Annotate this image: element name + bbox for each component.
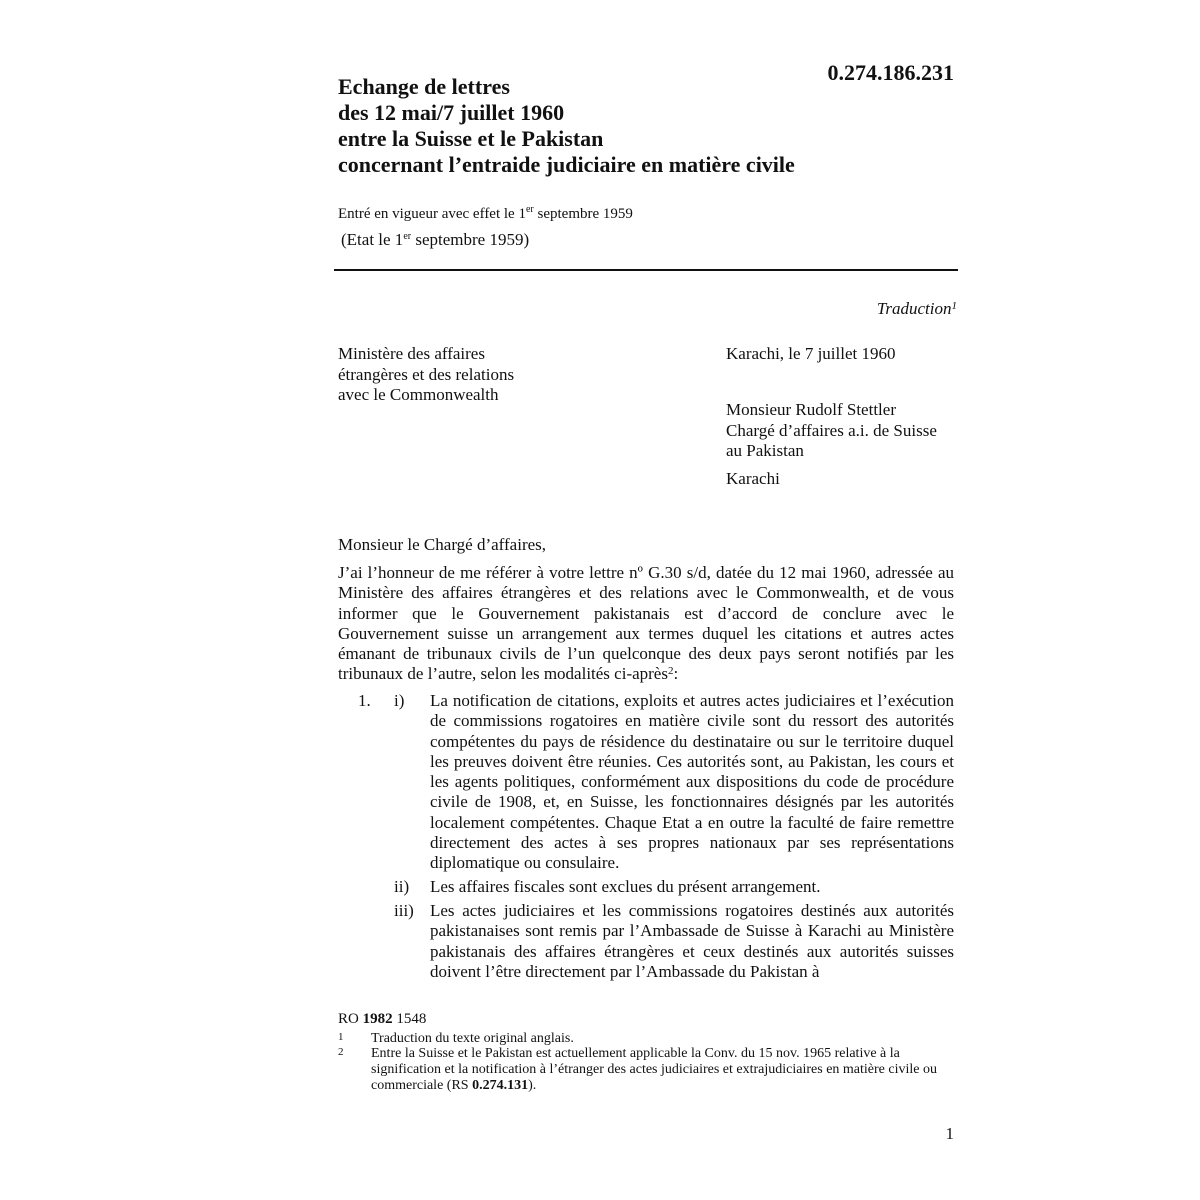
sender-line: Ministère des affaires [338,344,485,363]
subitem-label: ii) [394,877,410,896]
state-suffix: septembre 1959) [411,230,530,249]
ro-reference [338,1011,426,1028]
ro-year: 1982 [362,1011,393,1027]
header-divider [334,269,958,271]
salutation: Monsieur le Chargé d’affaires, [338,535,547,554]
title-line: Echange de lettres [338,74,510,99]
entry-into-force [338,206,633,223]
intro-text: J’ai l’honneur de me référer à votre lettre nº G.30 s/d, datée du 12 mai 1960, adressée au Ministère des affaires étrangères et des relations avec le Commonwealth, et de vous informer que le Gouvernement pakistanais est d’accord de conclure avec le Gouvernement suisse un arrangement aux termes duquel les citations et autres actes émanant de tribunaux civils de l’un quelconque des deux pays seront notifiés par les tribunaux de l’autre, selon les modalités ci-après [338,563,954,684]
recipient-line: Chargé d’affaires a.i. de Suisse [726,420,937,440]
recipient-city: Karachi [726,469,780,488]
sr-number: 0.274.186.231 [827,60,954,85]
sender-block [338,344,514,406]
recipient-line: Monsieur Rudolf Stettler [726,400,896,419]
subitem-label: iii) [394,901,414,920]
footnote-text-end: ). [528,1078,537,1093]
entry-sup: er [525,204,534,215]
subitem-text: Les actes judiciaires et les commissions rogatoires destinés aux autorités pakistanaises sont remis par l’Ambassade de Suisse à Karachi au Ministère pakistanais des affaires étrangères et ceux destinés aux autorités suisses doivent l’être directement par l’Ambassade du Pakistan à [430,901,954,981]
intro-paragraph [338,563,954,685]
item-number: 1. [358,691,371,710]
page-number: 1 [945,1124,954,1143]
sender-line: avec le Commonwealth [338,385,499,404]
footnote-rs-link[interactable]: 0.274.131 [472,1078,529,1093]
subitem-label: i) [394,691,405,710]
footnote-text [371,1046,941,1094]
footnote-ref-1[interactable]: 1 [951,300,957,312]
footnote-ref-2[interactable]: 2 [667,665,674,678]
footnote-number: 1 [338,1031,344,1043]
footnote-text: Traduction du texte original anglais. [371,1031,574,1046]
state-date [341,230,529,250]
translation-label: Traduction [876,299,952,318]
intro-end: : [673,664,679,684]
title-line: concernant l’entraide judiciaire en matière civile [338,152,795,177]
state-prefix: (Etat le 1 [341,230,404,249]
footnote-text-main: Entre la Suisse et le Pakistan est actuellement applicable la Conv. du 15 nov. 1965 relative à la signification et la notification à l’étranger des actes judiciaires et extrajudiciaires en matière civile ou commerciale (RS [371,1046,937,1093]
entry-suffix: septembre 1959 [533,206,633,222]
ro-prefix: RO [338,1011,359,1027]
entry-prefix: Entré en vigueur avec effet le 1 [338,206,526,222]
subitem-text: La notification de citations, exploits et autres actes judiciaires et l’exécution de commissions rogatoires en matière civile sont du ressort des autorités compétentes du pays de résidence du destinataire ou sur le territoire duquel les preuves doivent être réunies. Ces autorités sont, au Pakistan, les cours et les agents politiques, conformément aux dispositions du code de procédure civile de 1908, et, en Suisse, les fonctionnaires désignés par les autorités localement compétentes. Chaque Etat a en outre la faculté de faire remettre directement des actes à ses propres nationaux par ses représentations diplomatique ou consulaire. [430,691,954,873]
document-title [338,74,898,178]
footnote-number: 2 [338,1046,344,1058]
place-date: Karachi, le 7 juillet 1960 [726,344,896,363]
sender-line: étrangères et des relations [338,364,515,384]
title-line: entre la Suisse et le Pakistan [338,126,604,151]
translation-note [700,299,957,319]
title-line: des 12 mai/7 juillet 1960 [338,100,565,125]
recipient-block [726,400,937,462]
state-sup: er [403,231,412,242]
ro-page: 1548 [396,1011,427,1027]
recipient-line: au Pakistan [726,441,804,460]
subitem-text: Les affaires fiscales sont exclues du présent arrangement. [430,877,821,896]
